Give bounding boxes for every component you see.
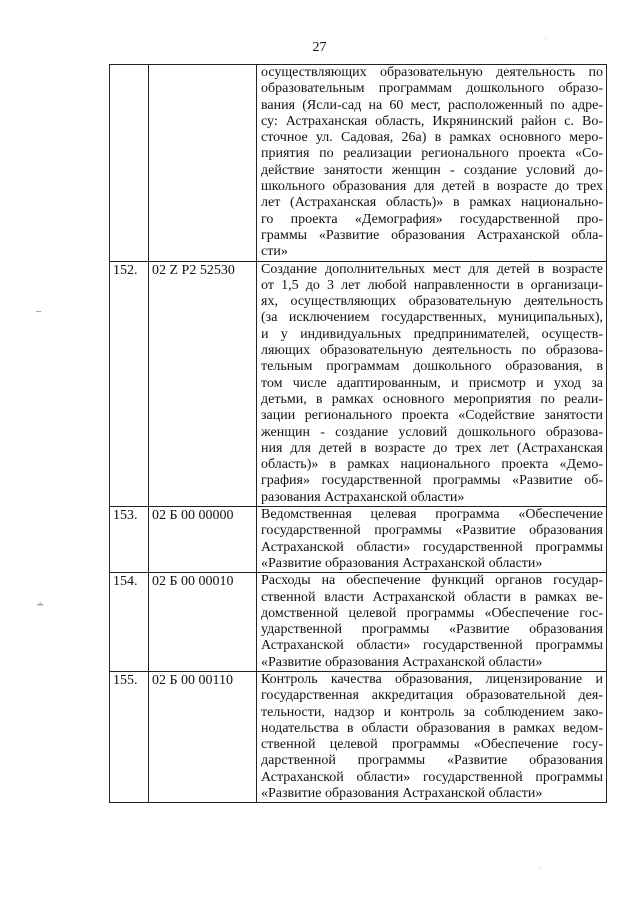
description-line: су: Астраханская область, Икрянинский район с. Во- [261,113,603,129]
description-cell [257,573,607,672]
table-row [110,671,607,802]
description-line: лет (Астраханская область)» в рамках национально- [261,195,603,211]
description-line: сти» [261,244,288,260]
classification-code-cell [149,65,257,262]
description-line: Астраханской области» государственной программы [261,638,603,654]
description-line: граммы «Развитие образования Астраханской обла- [261,227,603,243]
description-line: (за исключением государственных, муниципальных), [261,310,603,326]
description-line: разования Астраханской области» [261,489,465,505]
description-line: Ведомственная целевая программа «Обеспечение [261,507,603,523]
description-cell [257,507,607,573]
description-line: вания (Ясли-сад на 60 мест, расположенный по адре- [261,97,603,113]
row-number-cell: 155. [110,671,149,802]
table-row [110,507,607,573]
description-line: сточное ул. Садовая, 26а) в рамках основного меро- [261,130,603,146]
description-line: Расходы на обеспечение функций органов государ- [261,573,603,589]
scan-artifact-mark: · [540,866,542,872]
description-line: детьми, в рамках основного мероприятия по реали- [261,391,603,407]
description-line: и у индивидуальных предпринимателей, осуществ- [261,326,603,342]
classification-code-cell: 02 Z P2 52530 [149,261,257,506]
description-line: «Развитие образования Астраханской области» [261,555,543,571]
scan-artifact-mark: ∸ [36,600,45,611]
description-line: домственной целевой программы «Обеспечение гос- [261,605,603,621]
description-line: «Развитие образования Астраханской области» [261,786,543,802]
scan-artifact-mark: · [545,36,547,42]
description-line: осуществляющих образовательную деятельность по [261,65,603,80]
description-line: тельности, надзор и контроль за соблюдением зако- [261,704,603,720]
scan-artifact-mark: ‒ [36,306,41,317]
description-line: от 1,5 до 3 лет любой направленности в организаци- [261,277,603,293]
description-line: школьного образования для детей в возрасте до трех [261,179,603,195]
description-line: приятия по реализации регионального проекта «Со- [261,146,603,162]
description-line: том числе адаптированным, и присмотр и уход за [261,375,603,391]
table-row [110,261,607,506]
description-cell [257,671,607,802]
row-number-cell: 152. [110,261,149,506]
classification-code-cell: 02 Б 00 00010 [149,573,257,672]
classification-code-cell: 02 Б 00 00110 [149,671,257,802]
page-number: 27 [312,40,327,55]
row-number-cell [110,65,149,262]
description-line: государственная аккредитация образовательной дея- [261,688,603,704]
description-line: ударственной программы «Развитие образования [261,622,603,638]
description-line: го проекта «Демография» государственной про- [261,211,603,227]
description-line: Астраханской области» государственной программы [261,539,603,555]
description-line: ственной власти Астраханской области в рамках ве- [261,589,603,605]
table-row [110,65,607,262]
description-line: графия» государственной программы «Развитие об- [261,473,603,489]
description-line: область)» в рамках национального проекта «Демо- [261,457,603,473]
description-line: государственной программы «Развитие образования [261,523,603,539]
description-line: ляющих образовательную деятельность по образова- [261,343,603,359]
description-line: ственной целевой программы «Обеспечение госу- [261,737,603,753]
row-number-cell: 154. [110,573,149,672]
row-number-cell: 153. [110,507,149,573]
description-line: женщин - создание условий дошкольного образова- [261,424,603,440]
description-line: зации регионального проекта «Содействие занятости [261,408,603,424]
description-line: образовательным программам дошкольного образо- [261,81,603,97]
classification-code-cell: 02 Б 00 00000 [149,507,257,573]
description-line: ях, осуществляющих образовательную деятельность [261,294,603,310]
description-line: нодательства в области образования в рамках ведом- [261,720,603,736]
description-cell [257,261,607,506]
table-body [110,65,607,803]
description-line: ния для детей в возрасте до трех лет (Астраханская [261,440,603,456]
description-line: Контроль качества образования, лицензирование и [261,671,603,687]
table-row [110,573,607,672]
description-line: Создание дополнительных мест для детей в возрасте [261,261,603,277]
description-line: действие занятости женщин - создание условий до- [261,162,603,178]
description-line: Астраханской области» государственной программы [261,769,603,785]
description-line: дарственной программы «Развитие образования [261,753,603,769]
description-cell [257,65,607,262]
description-line: тельным программам дошкольного образования, в [261,359,603,375]
budget-classification-table [109,64,607,803]
description-line: «Развитие образования Астраханской области» [261,654,543,670]
